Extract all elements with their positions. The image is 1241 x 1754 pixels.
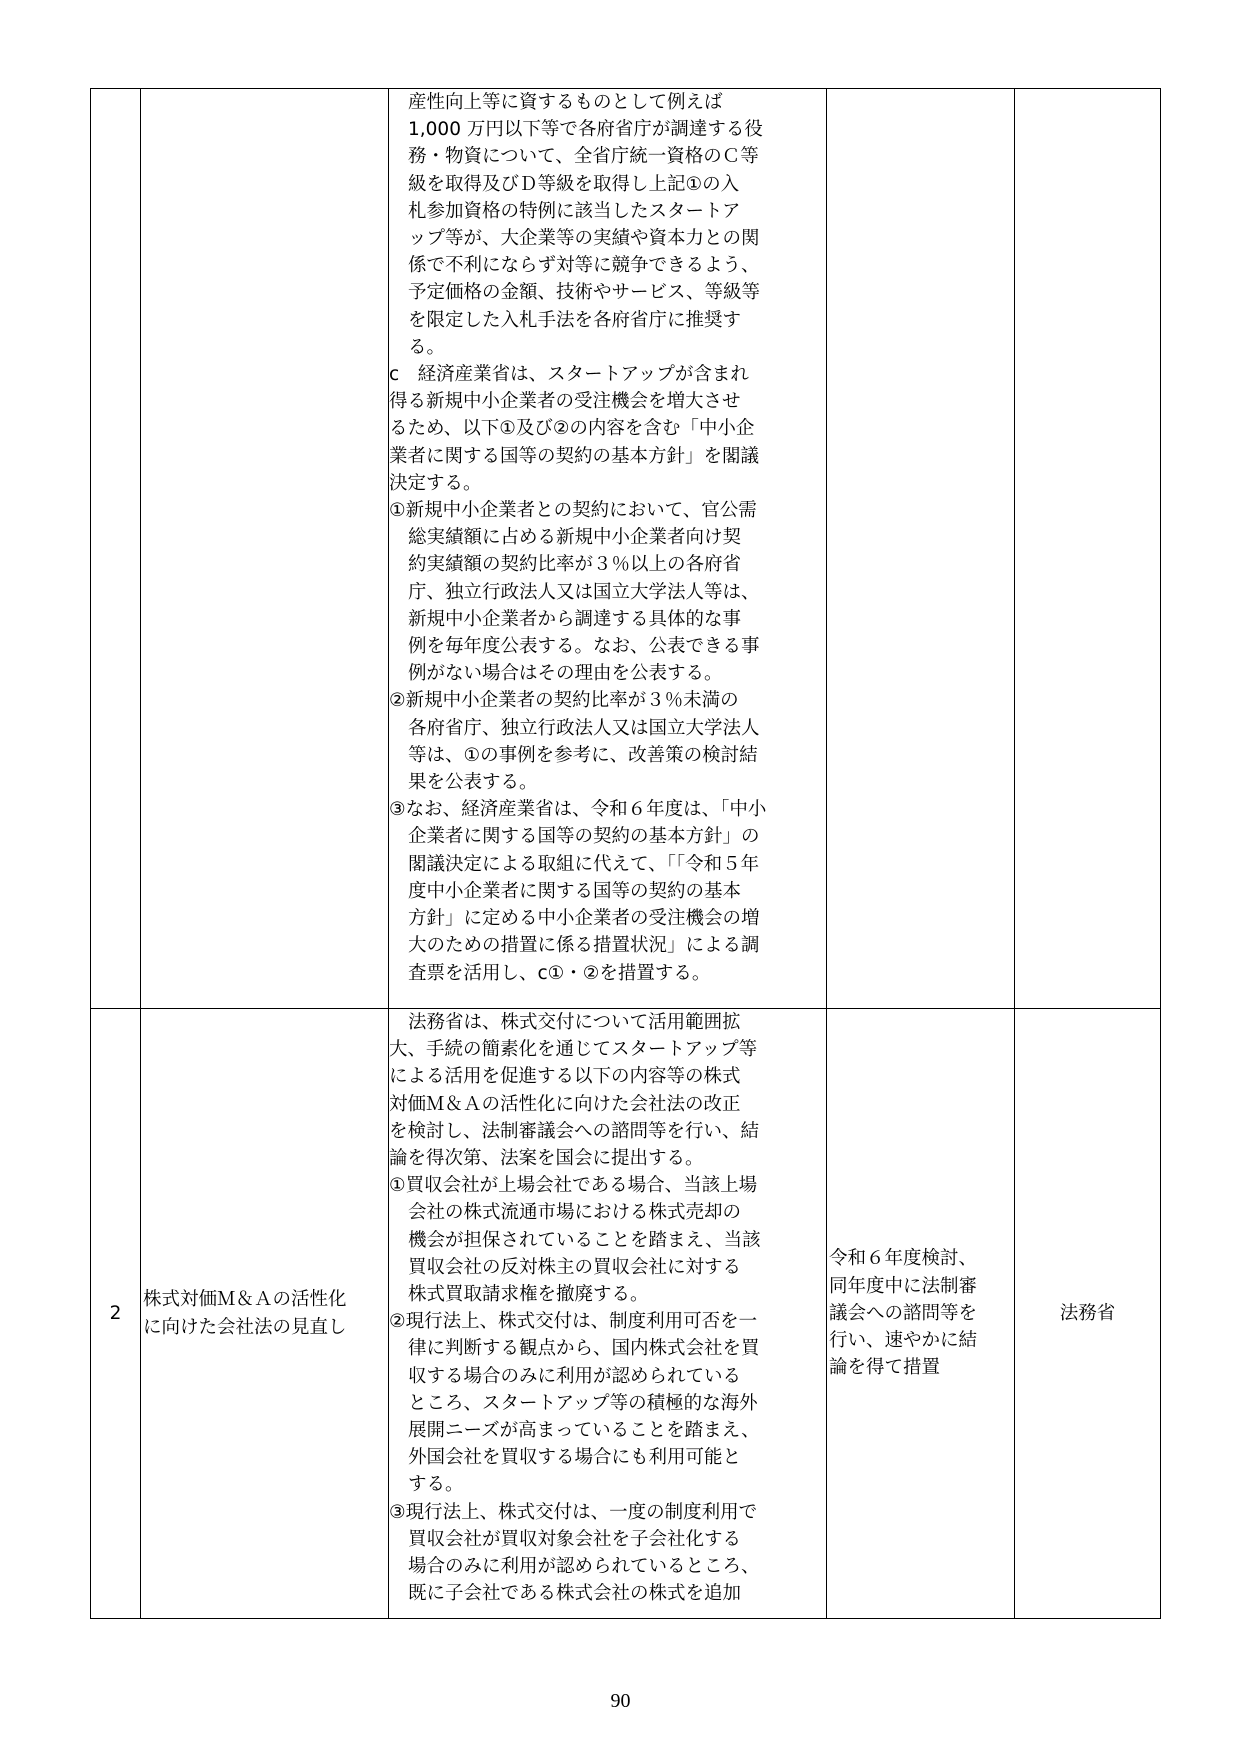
content-line: 会社の株式流通市場における株式売却の [408,1202,742,1224]
content-line: 法務省は、株式交付について活用範囲拡 [408,1012,741,1033]
content-line: 外国会社を買収する場合にも利用可能と [408,1447,742,1469]
item-number [91,89,141,1009]
content-line: ①買収会社が上場会社である場合、当該上場 [389,1175,758,1197]
content-line: 度中小企業者に関する国等の契約の基本 [408,880,742,902]
content-line: を限定した入札手法を各府省庁に推奨す [408,309,742,331]
content-line: 対価Ｍ＆Ａの活性化に向けた会社法の改正 [389,1093,741,1115]
content-line: 株式買取請求権を撤廃する。 [408,1284,649,1306]
content-line: 展開ニーズが高まっていることを踏まえ、 [408,1420,760,1442]
content-line: る。 [408,336,446,358]
measure-content [389,89,827,1009]
content-line: による活用を促進する以下の内容等の株式 [389,1066,741,1088]
content-line: 得る新規中小企業者の受注機会を増大させ [389,391,741,413]
content-line: 例を毎年度公表する。なお、公表できる事 [408,636,760,658]
content-line: を検討し、法制審議会への諮問等を行い、結 [389,1120,760,1142]
item-title-line: 株式対価Ｍ＆Ａの活性化 [143,1289,347,1311]
content-line: 収する場合のみに利用が認められている [408,1365,742,1387]
content-line: 買収会社が買収対象会社を子会社化する [408,1528,742,1550]
content-line: 庁、独立行政法人又は国立大学法人等は、 [408,581,760,603]
content-line: 大、手続の簡素化を通じてスタートアップ等 [389,1039,758,1061]
content-line: 既に子会社である株式会社の株式を追加 [408,1583,742,1605]
table-row [91,1009,1161,1619]
schedule-line: 同年度中に法制審 [829,1275,978,1297]
item-title-line: に向けた会社法の見直し [143,1316,347,1338]
page-number: 90 [610,1690,631,1712]
content-line: 方針」に定める中小企業者の受注機会の増 [408,908,760,930]
table-row [91,89,1161,1009]
schedule-line: 議会への諮問等を [829,1302,978,1324]
content-line: c 経済産業省は、スタートアップが含まれ [389,364,749,386]
content-line: 予定価格の金額、技術やサービス、等級等 [408,282,761,304]
implementation-schedule [827,89,1015,1009]
content-line: 約実績額の契約比率が３％以上の各府省 [408,554,742,576]
schedule-line: 論を得て措置 [829,1357,941,1379]
content-line: する。 [408,1474,464,1496]
responsible-ministry: 法務省 [1015,1009,1161,1619]
content-line: 産性向上等に資するものとして例えば [408,92,723,113]
content-line: 新規中小企業者から調達する具体的な事 [408,608,742,630]
content-line: ③現行法上、株式交付は、一度の制度利用で [389,1501,758,1523]
responsible-ministry [1015,89,1161,1009]
item-title [141,89,389,1009]
content-line: 総実績額に占める新規中小企業者向け契 [408,527,742,549]
content-line: 例がない場合はその理由を公表する。 [408,663,723,685]
content-line: 買収会社の反対株主の買収会社に対する [408,1256,742,1278]
content-line: 係で不利にならず対等に競争できるよう、 [408,255,760,277]
content-line: ②現行法上、株式交付は、制度利用可否を一 [389,1311,758,1333]
content-line: ①新規中小企業者との契約において、官公需 [389,500,757,522]
content-line: 級を取得及びＤ等級を取得し上記①の入 [408,173,740,195]
content-line: 業者に関する国等の契約の基本方針」を閣議 [389,445,760,467]
schedule-line: 令和６年度検討、 [829,1248,978,1270]
item-title [141,1009,389,1619]
content-line: 論を得次第、法案を国会に提出する。 [389,1148,704,1170]
content-line: ップ等が、大企業等の実績や資本力との関 [408,228,760,250]
content-line: 各府省庁、独立行政法人又は国立大学法人 [408,717,760,739]
measures-table [90,88,1161,1619]
item-number: 2 [91,1009,141,1619]
content-line: 閣議決定による取組に代えて、「「令和５年 [408,853,760,875]
content-line: ②新規中小企業者の契約比率が３％未満の [389,690,739,712]
content-line: ところ、スタートアップ等の積極的な海外 [408,1392,758,1414]
content-line: るため、以下①及び②の内容を含む「中小企 [389,418,755,440]
content-line: 大のための措置に係る措置状況」による調 [408,935,760,957]
content-line: 1,000 万円以下等で各府省庁が調達する役 [408,119,763,141]
implementation-schedule [827,1009,1015,1619]
content-line: 等は、①の事例を参考に、改善策の検討結 [408,744,758,766]
content-line: 場合のみに利用が認められているところ、 [408,1556,760,1578]
content-line: 企業者に関する国等の契約の基本方針」の [408,826,760,848]
content-line: ③なお、経済産業省は、令和６年度は、「中小 [389,799,767,821]
schedule-line: 行い、速やかに結 [829,1330,978,1352]
content-line: 果を公表する。 [408,772,538,794]
content-line: 査票を活用し、c①・②を措置する。 [408,962,711,984]
content-line: 札参加資格の特例に該当したスタートア [408,200,741,222]
measure-content [389,1009,827,1619]
content-line: 律に判断する観点から、国内株式会社を買 [408,1338,760,1360]
content-line: 務・物資について、全省庁統一資格のＣ等 [408,146,759,168]
content-line: 機会が担保されていることを踏まえ、当該 [408,1229,761,1251]
content-line: 決定する。 [389,472,482,494]
